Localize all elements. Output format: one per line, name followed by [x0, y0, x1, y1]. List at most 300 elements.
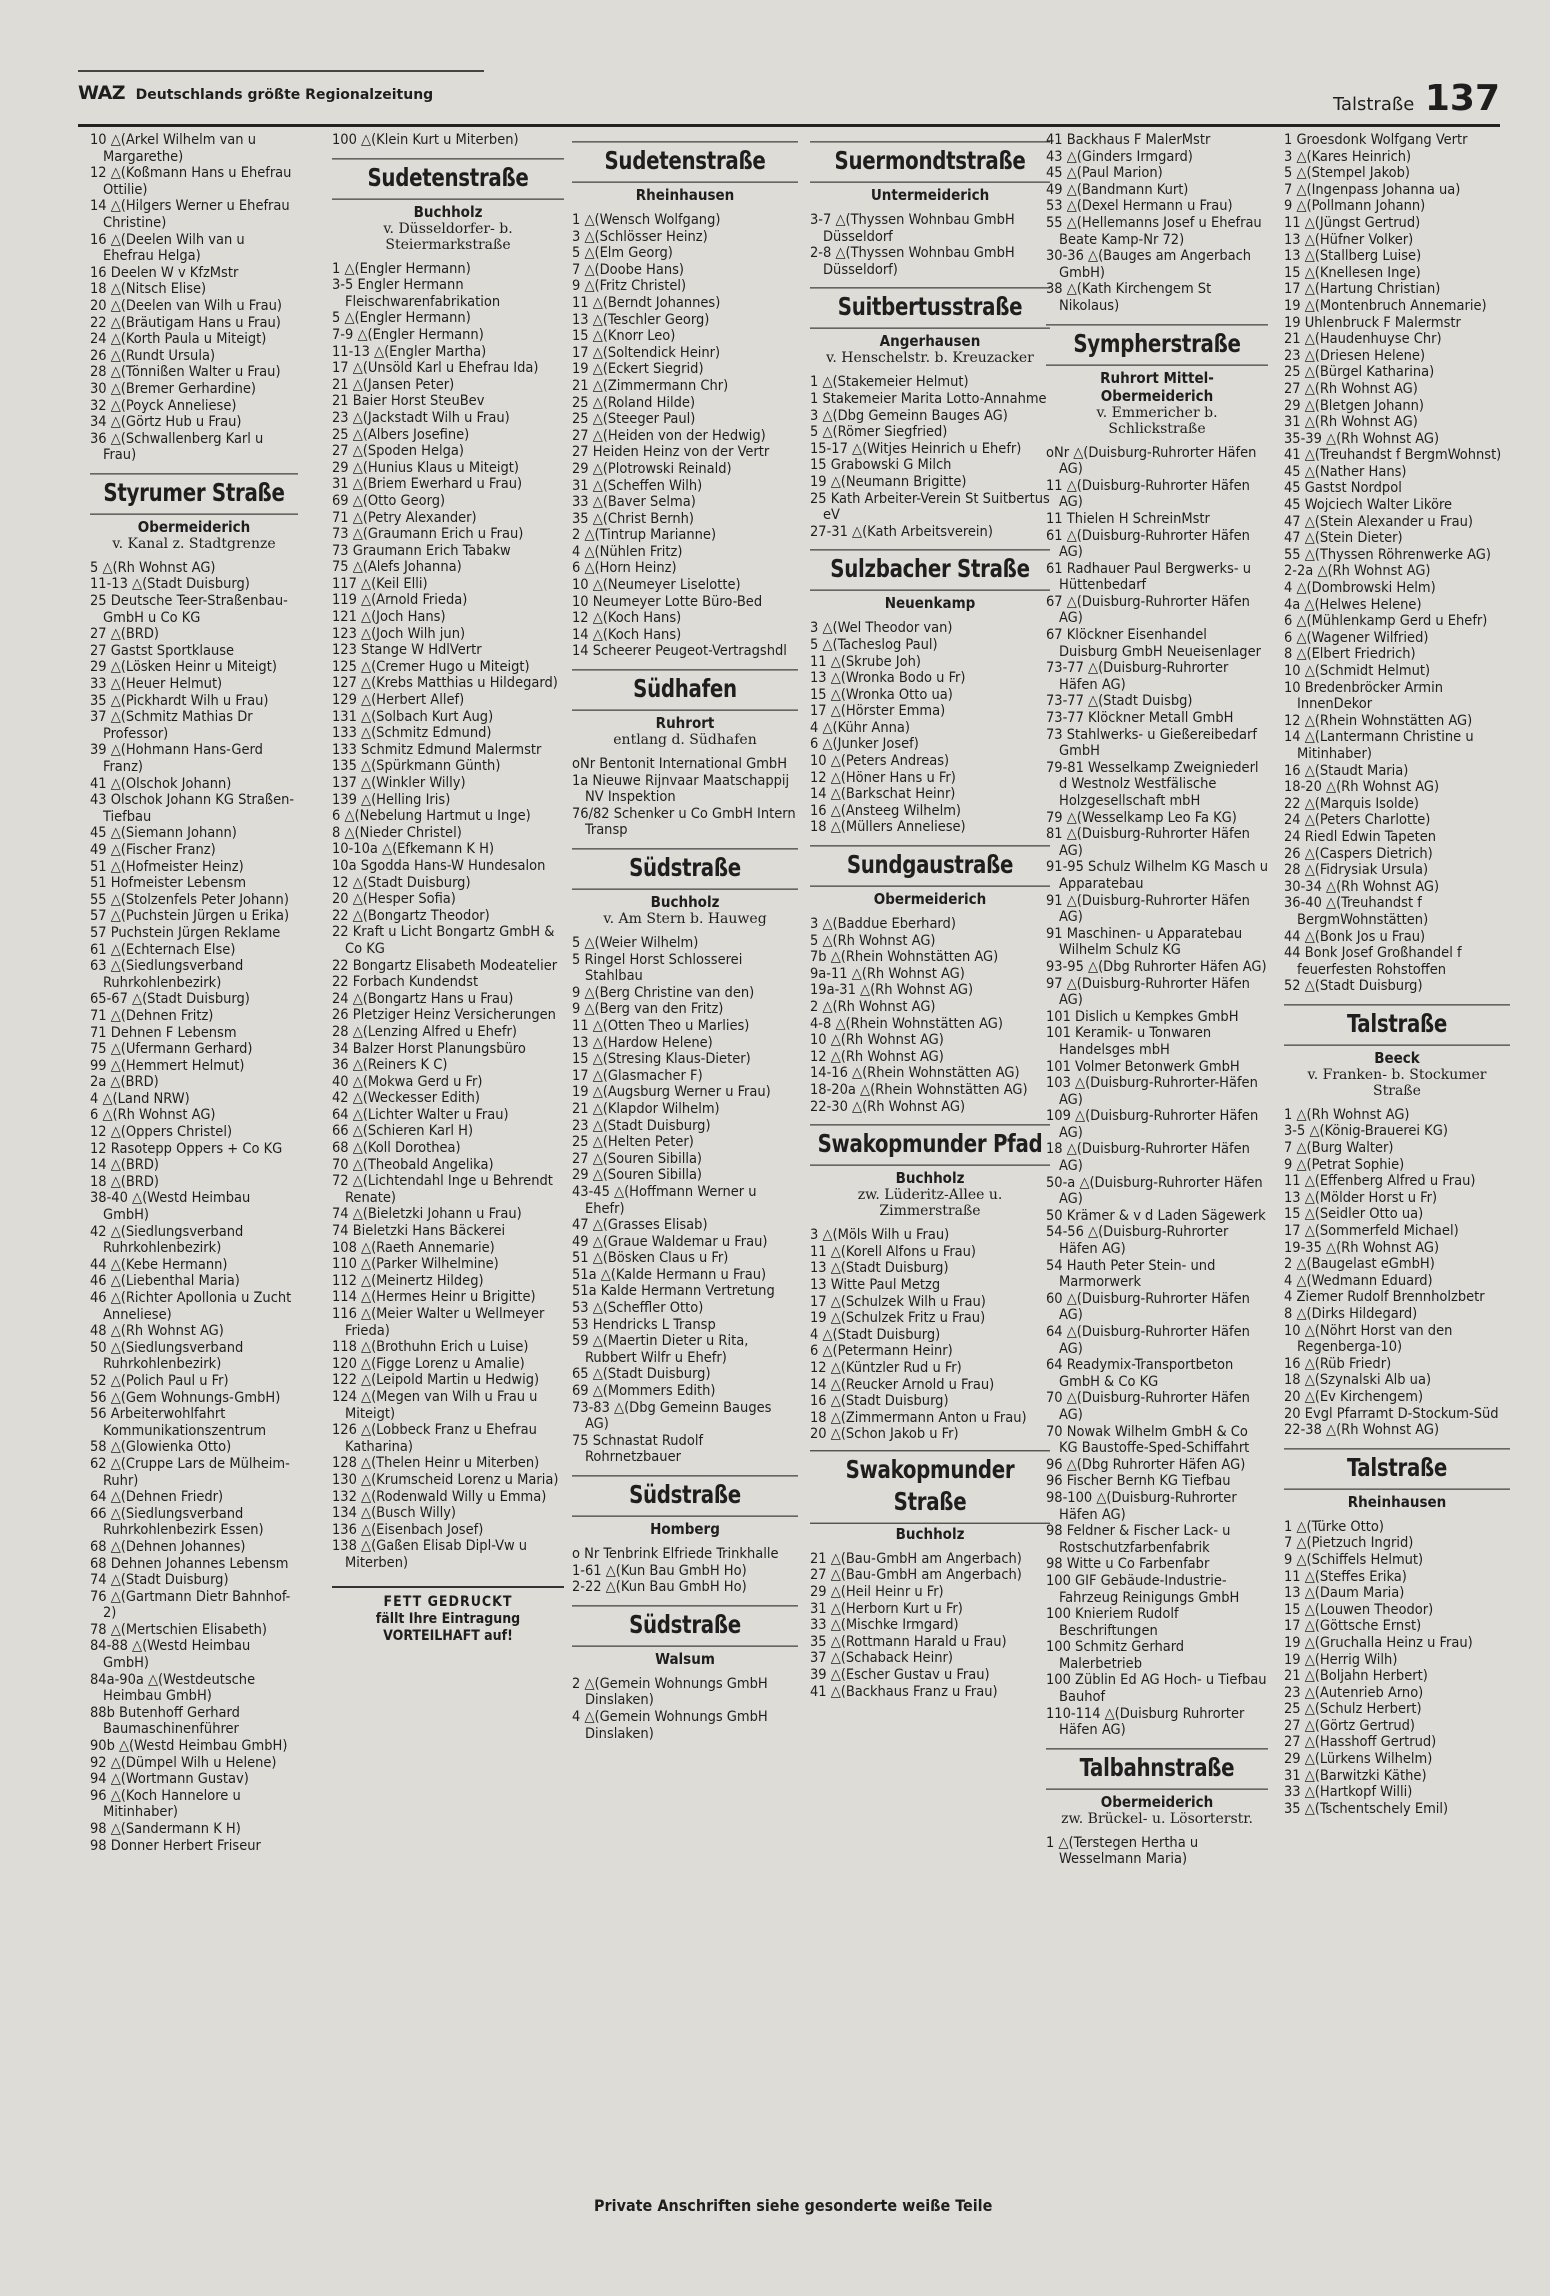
directory-entry: 20 △(Schon Jakob u Fr): [810, 1426, 959, 1443]
directory-entry: 75 Schnastat Rudolf Rohrnetzbauer: [572, 1432, 704, 1466]
directory-entry: 119 △(Arnold Frieda): [332, 592, 468, 609]
directory-entry: 54-56 △(Duisburg-Ruhrorter Häfen AG): [1046, 1224, 1229, 1258]
directory-entry: 17 △(Hörster Emma): [810, 703, 946, 720]
directory-entry: 88b Butenhoff Gerhard Baumaschinenführer: [90, 1704, 240, 1738]
directory-entry: o Nr Tenbrink Elfriede Trinkhalle: [572, 1546, 779, 1562]
page-number: 137: [1424, 78, 1500, 119]
directory-entry: 27-31 △(Kath Arbeitsverein): [810, 523, 993, 540]
directory-entry: 48 △(Rh Wohnst AG): [90, 1323, 224, 1340]
private-addresses-note: Private Anschriften siehe gesonderte weiße Teile: [594, 2196, 993, 2215]
directory-entry: 74 Bieletzki Hans Bäckerei: [332, 1223, 506, 1240]
directory-entry: 108 △(Raeth Annemarie): [332, 1239, 495, 1256]
directory-entry: 18 △(BRD): [90, 1173, 160, 1190]
directory-entry: 55 △(Stolzenfels Peter Johann): [90, 891, 289, 908]
directory-entry: 33 △(Hartkopf Willi): [1284, 1784, 1413, 1801]
directory-entry: 51 △(Hofmeister Heinz): [90, 858, 244, 875]
directory-entry: 126 △(Lobbeck Franz u Ehefrau Katharina): [332, 1422, 537, 1455]
district-label: Buchholz: [413, 202, 483, 221]
directory-entry: 12 △(Koch Hans): [572, 610, 682, 627]
directory-entry: 13 △(Hardow Helene): [572, 1034, 713, 1051]
directory-entry: 24 Riedl Edwin Tapeten: [1284, 828, 1437, 845]
directory-entry: 91 △(Duisburg-Ruhrorter Häfen AG): [1046, 892, 1250, 926]
directory-entry: 15-17 △(Witjes Heinrich u Ehefr): [810, 440, 1022, 457]
directory-entry: 129 △(Herbert Allef): [332, 692, 465, 709]
directory-entry: 14 △(Koch Hans): [572, 626, 682, 643]
street-block: [1284, 1451, 1510, 1511]
directory-entry: 21 △(Jansen Peter): [332, 376, 455, 393]
directory-entry: 74 △(Stadt Duisburg): [90, 1572, 229, 1589]
directory-entry: 73-77 Klöckner Metall GmbH: [1046, 710, 1234, 727]
directory-entry: 6 △(Horn Heinz): [572, 560, 677, 577]
directory-entry: 23 △(Driesen Helene): [1284, 347, 1426, 364]
directory-entry: 100 Züblin Ed AG Hoch- u Tiefbau Bauhof: [1046, 1672, 1267, 1706]
directory-entry: 51a Kalde Hermann Vertretung: [572, 1283, 775, 1300]
directory-entry: 5 Ringel Horst Schlosserei Stahlbau: [572, 951, 743, 985]
street-block: [572, 144, 798, 204]
directory-entry: 3 △(Baddue Eberhard): [810, 916, 956, 933]
street-heading: Talstraße: [1284, 1448, 1510, 1489]
directory-entry: 4 △(Kühr Anna): [810, 719, 910, 736]
directory-entry: 55 △(Hellemanns Josef u Ehefrau Beate Kamp-Nr 72): [1046, 214, 1262, 248]
directory-entry: 64 △(Duisburg-Ruhrorter Häfen AG): [1046, 1324, 1250, 1357]
directory-entry: 16 △(Rüb Friedr): [1284, 1355, 1392, 1372]
directory-entry: 36 △(Schwallenberg Karl u Frau): [90, 430, 264, 464]
directory-entry: 20 △(Hesper Sofia): [332, 891, 456, 908]
directory-entry: 76/82 Schenker u Co GmbH Intern Transp: [572, 805, 796, 839]
directory-entry: 49 △(Fischer Franz): [90, 841, 216, 858]
directory-entry: 31 △(Herborn Kurt u Fr): [810, 1600, 963, 1617]
directory-entry: 15 △(Seidler Otto ua): [1284, 1206, 1424, 1223]
directory-entry: 25 △(Bürgel Katharina): [1284, 364, 1435, 381]
directory-entry: 12 △(Küntzler Rud u Fr): [810, 1359, 962, 1376]
street-block: [810, 1127, 1050, 1219]
directory-entry: 14 △(Hilgers Werner u Ehefrau Christine): [90, 198, 290, 231]
directory-entry: 4 △(Stadt Duisburg): [810, 1326, 941, 1343]
entry-list: [572, 935, 798, 1466]
street-block: [90, 476, 298, 552]
directory-entry: 73 Stahlwerks- u Gießereibedarf GmbH: [1046, 726, 1257, 760]
directory-entry: 14-16 △(Rhein Wohnstätten AG): [810, 1065, 1020, 1082]
street-heading: Styrumer Straße: [90, 473, 298, 514]
directory-entry: 139 △(Helling Iris): [332, 791, 451, 808]
directory-entry: 13 △(Mölder Horst u Fr): [1284, 1189, 1438, 1206]
directory-entry: 9 △(Berg van den Fritz): [572, 1001, 724, 1018]
directory-entry: 124 △(Megen van Wilh u Frau u Miteigt): [332, 1388, 538, 1422]
entry-list: [1046, 445, 1268, 1739]
district-label: Buchholz: [895, 1169, 965, 1188]
street-heading: Talbahnstraße: [1046, 1748, 1268, 1789]
directory-entry: 132 △(Rodenwald Willy u Emma): [332, 1488, 547, 1505]
directory-entry: 16 △(Staudt Maria): [1284, 762, 1409, 779]
directory-entry: 114 △(Hermes Heinr u Brigitte): [332, 1289, 536, 1306]
directory-entry: 27 Gastst Sportklause: [90, 642, 235, 659]
street-heading: Swakopmunder Straße: [810, 1450, 1050, 1524]
directory-entry: 6 △(Mühlenkamp Gerd u Ehefr): [1284, 613, 1488, 630]
directory-entry: 44 △(Kebe Hermann): [90, 1256, 228, 1273]
directory-entry: 103 △(Duisburg-Ruhrorter-Häfen AG): [1046, 1075, 1258, 1108]
directory-entry: 42 △(Weckesser Edith): [332, 1090, 480, 1107]
entry-list: [572, 1676, 798, 1742]
district-label: Obermeiderich: [1100, 1792, 1214, 1811]
directory-entry: 18 △(Zimmermann Anton u Frau): [810, 1409, 1027, 1426]
street-heading: Südstraße: [572, 1605, 798, 1646]
directory-entry: 52 △(Stadt Duisburg): [1284, 978, 1423, 995]
directory-entry: 36-40 △(Treuhandst f BergmWohnstätten): [1284, 895, 1429, 928]
directory-entry: 37 △(Schmitz Mathias Dr Professor): [90, 709, 253, 742]
directory-entry: 31 △(Barwitzki Käthe): [1284, 1767, 1427, 1784]
directory-entry: 11 △(Duisburg-Ruhrorter Häfen AG): [1046, 477, 1250, 511]
masthead: [78, 70, 484, 104]
district-label: Ruhrort Mittel-Obermeiderich: [1100, 368, 1214, 405]
directory-entry: 12 Rasotepp Oppers + Co KG: [90, 1140, 283, 1157]
directory-entry: 61 △(Duisburg-Ruhrorter Häfen AG): [1046, 527, 1250, 561]
directory-entry: 73 △(Graumann Erich u Frau): [332, 526, 524, 543]
street-block: [572, 851, 798, 927]
street-block: [572, 1478, 798, 1538]
directory-entry: 96 △(Dbg Ruhrorter Häfen AG): [1046, 1456, 1246, 1473]
directory-entry: 21 △(Boljahn Herbert): [1284, 1668, 1428, 1685]
street-range-note: zw. Brückel- u. Lösorterstr.: [1061, 1810, 1253, 1827]
directory-entry: 56 Arbeiterwohlfahrt Kommunikationszentrum: [90, 1406, 267, 1439]
directory-entry: 4 △(Nühlen Fritz): [572, 543, 683, 560]
directory-entry: 98-100 △(Duisburg-Ruhrorter Häfen AG): [1046, 1489, 1237, 1523]
directory-entry: 78 △(Mertschien Elisabeth): [90, 1621, 267, 1638]
directory-entry: 34 △(Görtz Hub u Frau): [90, 414, 242, 431]
directory-entry: 31 △(Scheffen Wilh): [572, 477, 703, 494]
directory-entry: 22 △(Marquis Isolde): [1284, 795, 1419, 812]
directory-entry: 68 △(Dehnen Johannes): [90, 1538, 246, 1555]
street-heading: Sulzbacher Straße: [810, 550, 1050, 591]
directory-entry: 2 △(Baugelast eGmbH): [1284, 1256, 1435, 1273]
directory-entry: 15 Grabowski G Milch: [810, 457, 952, 474]
directory-entry: 136 △(Eisenbach Josef): [332, 1521, 484, 1538]
directory-entry: 22 △(Bongartz Theodor): [332, 907, 490, 924]
directory-entry: 22 Kraft u Licht Bongartz GmbH & Co KG: [332, 924, 555, 957]
directory-entry: 13 △(Stadt Duisburg): [810, 1260, 949, 1277]
directory-entry: 13 △(Daum Maria): [1284, 1585, 1405, 1602]
directory-entry: 22 △(Bräutigam Hans u Frau): [90, 314, 281, 331]
directory-entry: 18 △(Duisburg-Ruhrorter Häfen AG): [1046, 1141, 1250, 1175]
directory-entry: 1 △(Engler Hermann): [332, 260, 471, 277]
directory-entry: 27 △(BRD): [90, 626, 160, 643]
district-label: Rheinhausen: [635, 186, 735, 204]
directory-entry: 19 △(Gruchalla Heinz u Frau): [1284, 1634, 1473, 1651]
directory-entry: 30 △(Bremer Gerhardine): [90, 380, 257, 397]
directory-entry: 29 △(Souren Sibilla): [572, 1167, 703, 1184]
directory-entry: 39 △(Escher Gustav u Frau): [810, 1667, 990, 1684]
directory-entry: 45 Gastst Nordpol: [1284, 480, 1402, 497]
directory-entry: 17 △(Schulzek Wilh u Frau): [810, 1293, 986, 1310]
directory-entry: 29 △(Lösken Heinr u Miteigt): [90, 659, 277, 676]
directory-entry: 100 GIF Gebäude-Industrie-Fahrzeug Reinigungs GmbH: [1046, 1572, 1240, 1606]
directory-entry: 101 Volmer Betonwerk GmbH: [1046, 1058, 1240, 1075]
street-range-note: v. Henschelstr. b. Kreuzacker: [826, 350, 1034, 367]
directory-entry: 128 △(Thelen Heinr u Miterben): [332, 1455, 540, 1472]
directory-entry: 12 △(Rh Wohnst AG): [810, 1048, 944, 1065]
directory-entry: 11 △(Berndt Johannes): [572, 294, 721, 311]
directory-entry: 7 △(Burg Walter): [1284, 1140, 1394, 1157]
directory-entry: 29 △(Hunius Klaus u Miteigt): [332, 459, 519, 476]
directory-entry: 4 △(Wedmann Eduard): [1284, 1272, 1433, 1289]
directory-entry: 57 Puchstein Jürgen Reklame: [90, 924, 281, 941]
directory-entry: 24 △(Peters Charlotte): [1284, 812, 1431, 829]
directory-entry: 12 △(Höner Hans u Fr): [810, 769, 956, 786]
directory-entry: 15 △(Wronka Otto ua): [810, 686, 953, 703]
directory-entry: 53 △(Dexel Hermann u Frau): [1046, 198, 1233, 215]
directory-entry: 12 △(Rhein Wohnstätten AG): [1284, 712, 1473, 729]
directory-entry: 1 △(Stakemeier Helmut): [810, 374, 969, 391]
directory-entry: 36 △(Reiners K C): [332, 1057, 448, 1074]
directory-entry: 81 △(Duisburg-Ruhrorter Häfen AG): [1046, 826, 1250, 859]
directory-entry: 13 △(Teschler Georg): [572, 311, 710, 328]
directory-entry: 33 △(Mischke Irmgard): [810, 1617, 959, 1634]
directory-entry: 15 △(Stresing Klaus-Dieter): [572, 1051, 751, 1068]
directory-entry: 1 Stakemeier Marita Lotto-Annahme: [810, 390, 1047, 407]
directory-entry: 17 △(Göttsche Ernst): [1284, 1618, 1422, 1635]
directory-entry: 1 △(Wensch Wolfgang): [572, 212, 721, 228]
directory-entry: 63 △(Siedlungsverband Ruhrkohlenbezirk): [90, 958, 244, 991]
directory-entry: 18 △(Müllers Anneliese): [810, 819, 966, 836]
notice-text: fällt Ihre Eintragung VORTEILHAFT auf!: [375, 1610, 521, 1644]
directory-entry: 20 △(Deelen van Wilh u Frau): [90, 297, 282, 314]
directory-entry: 13 △(Wronka Bodo u Fr): [810, 670, 966, 687]
directory-entry: 44 △(Bonk Jos u Frau): [1284, 928, 1426, 945]
directory-entry: 1-61 △(Kun Bau GmbH Ho): [572, 1562, 747, 1579]
directory-entry: 26 Pletziger Heinz Versicherungen: [332, 1007, 556, 1024]
directory-entry: 11 Thielen H SchreinMstr: [1046, 510, 1210, 527]
directory-entry: 4-8 △(Rhein Wohnstätten AG): [810, 1015, 1003, 1032]
directory-entry: 1 △(Türke Otto): [1284, 1518, 1384, 1535]
directory-entry: 22-30 △(Rh Wohnst AG): [810, 1098, 966, 1115]
directory-entry: 25 △(Helten Peter): [572, 1134, 694, 1151]
directory-entry: 27 △(Heiden von der Hedwig): [572, 427, 766, 444]
street-range-note: v. Düsseldorfer- b. Steiermarkstraße: [383, 220, 513, 253]
directory-entry: 35 △(Christ Bernh): [572, 510, 694, 527]
directory-entry: 61 △(Echternach Else): [90, 941, 236, 958]
directory-entry: 16 Deelen W v KfzMstr: [90, 264, 239, 281]
directory-entry: 24 △(Korth Paula u Miteigt): [90, 331, 267, 348]
street-block: [1284, 1007, 1510, 1099]
directory-entry: 1a Nieuwe Rijnvaar Maatschappij NV Inspektion: [572, 772, 790, 806]
directory-entry: 70 △(Duisburg-Ruhrorter Häfen AG): [1046, 1390, 1250, 1423]
directory-entry: 25 Kath Arbeiter-Verein St Suitbertus eV: [810, 490, 1050, 524]
directory-entry: 9 △(Fritz Christel): [572, 278, 687, 295]
directory-entry: 10 Bredenbröcker Armin InnenDekor: [1284, 679, 1444, 713]
entry-list: [572, 1546, 798, 1596]
directory-entry: 100 Schmitz Gerhard Malerbetrieb: [1046, 1639, 1185, 1672]
entry-list: [810, 916, 1050, 1115]
directory-entry: 28 △(Fidrysiak Ursula): [1284, 862, 1429, 879]
directory-entry: 8 △(Dirks Hildegard): [1284, 1306, 1418, 1322]
directory-entry: 79-81 Wesselkamp Zweigniederl d Westnolz Westfälische Holzgesellschaft mbH: [1046, 759, 1259, 809]
directory-entry: 19 △(Herrig Wilh): [1284, 1651, 1398, 1668]
directory-entry: 29 △(Lürkens Wilhelm): [1284, 1751, 1433, 1768]
directory-entry: 28 △(Tönnißen Walter u Frau): [90, 364, 281, 381]
directory-entry: 5 △(Weier Wilhelm): [572, 935, 699, 951]
directory-entry: 4 Ziemer Rudolf Brennholzbetr: [1284, 1289, 1485, 1306]
directory-entry: 96 △(Koch Hannelore u Mitinhaber): [90, 1787, 241, 1821]
directory-entry: 112 △(Meinertz Hildeg): [332, 1272, 484, 1289]
directory-entry: 40 △(Mokwa Gerd u Fr): [332, 1073, 483, 1090]
directory-entry: 19-35 △(Rh Wohnst AG): [1284, 1239, 1440, 1256]
directory-entry: 29 △(Bletgen Johann): [1284, 397, 1425, 414]
street-heading: Suitbertusstraße: [810, 288, 1050, 329]
directory-entry: 21 △(Bau-GmbH am Angerbach): [810, 1550, 1022, 1567]
directory-entry: 2 △(Gemein Wohnungs GmbH Dinslaken): [572, 1675, 768, 1709]
street-heading: Sympherstraße: [1046, 324, 1268, 365]
directory-entry: 27 △(Spoden Helga): [332, 443, 464, 460]
directory-entry: 5 △(Elm Georg): [572, 245, 673, 262]
directory-entry: 23 △(Autenrieb Arno): [1284, 1684, 1424, 1701]
directory-entry: 14 △(BRD): [90, 1157, 160, 1174]
directory-entry: 31 △(Rh Wohnst AG): [1284, 414, 1418, 431]
street-block: [332, 161, 564, 253]
directory-entry: 27 △(Souren Sibilla): [572, 1150, 703, 1167]
directory-entry: 50-a △(Duisburg-Ruhrorter Häfen AG): [1046, 1174, 1263, 1208]
directory-entry: 98 Witte u Co Farbenfabr: [1046, 1556, 1210, 1573]
directory-entry: 11-13 △(Engler Martha): [332, 343, 487, 360]
directory-entry: 9 △(Petrat Sophie): [1284, 1156, 1405, 1173]
directory-entry: 73-83 △(Dbg Gemeinn Bauges AG): [572, 1399, 772, 1433]
directory-entry: 27 △(Hasshoff Gertrud): [1284, 1734, 1437, 1751]
directory-entry: 5 △(Tacheslog Paul): [810, 636, 938, 653]
directory-entry: 69 △(Otto Georg): [332, 492, 446, 509]
entry-list: [1284, 1519, 1510, 1818]
directory-entry: 66 △(Siedlungsverband Ruhrkohlenbezirk Essen): [90, 1505, 264, 1539]
directory-entry: 6 △(Junker Josef): [810, 736, 919, 753]
directory-entry: 123 Stange W HdlVertr: [332, 642, 482, 659]
directory-entry: 97 △(Duisburg-Ruhrorter Häfen AG): [1046, 975, 1250, 1009]
district-label: Rheinhausen: [1347, 1492, 1447, 1511]
directory-entry: 10 △(Schmidt Helmut): [1284, 663, 1431, 679]
directory-entry: 110 △(Parker Wilhelmine): [332, 1256, 499, 1273]
district-label: Walsum: [655, 1649, 715, 1668]
directory-entry: 18 △(Nitsch Elise): [90, 281, 207, 298]
directory-entry: 131 △(Solbach Kurt Aug): [332, 708, 494, 725]
directory-entry: 84a-90a △(Westdeutsche Heimbau GmbH): [90, 1671, 256, 1705]
directory-entry: 13 Witte Paul Metzg: [810, 1276, 941, 1293]
directory-entry: 6 △(Wagener Wilfried): [1284, 629, 1429, 646]
directory-entry: 84-88 △(Westd Heimbau GmbH): [90, 1638, 251, 1672]
directory-entry: 26 △(Caspers Dietrich): [1284, 845, 1433, 862]
directory-entry: 117 △(Keil Elli): [332, 575, 428, 592]
directory-entry: 27 △(Bau-GmbH am Angerbach): [810, 1567, 1022, 1584]
directory-entry: 12 △(Stadt Duisburg): [332, 874, 471, 891]
directory-entry: oNr Bentonit International GmbH: [572, 756, 788, 773]
directory-entry: 71 △(Petry Alexander): [332, 509, 477, 526]
directory-entry: 13 △(Hüfner Volker): [1284, 231, 1414, 248]
directory-entry: 12 △(Koßmann Hans u Ehefrau Ottilie): [90, 165, 292, 198]
entry-list: [810, 620, 1050, 836]
directory-entry: 17 △(Glasmacher F): [572, 1067, 703, 1084]
directory-entry: 61 Radhauer Paul Bergwerks- u Hüttenbedarf: [1046, 560, 1251, 594]
street-block: [572, 672, 798, 748]
directory-entry: 30-34 △(Rh Wohnst AG): [1284, 878, 1440, 895]
directory-entry: 10 Neumeyer Lotte Büro-Bed: [572, 593, 763, 610]
directory-entry: 127 △(Krebs Matthias u Hildegard): [332, 675, 558, 692]
entry-list: [572, 756, 798, 839]
directory-entry: 41 △(Backhaus Franz u Frau): [810, 1683, 998, 1700]
directory-entry: 33 △(Baver Selma): [572, 494, 696, 511]
directory-entry: 45 △(Nather Hans): [1284, 463, 1407, 480]
directory-entry: 100 △(Klein Kurt u Miterben): [332, 132, 519, 148]
directory-entry: 18-20 △(Rh Wohnst AG): [1284, 779, 1440, 796]
directory-entry: 4 △(Dombrowski Helm): [1284, 580, 1436, 597]
page-header-right: [1333, 78, 1500, 119]
directory-entry: 110-114 △(Duisburg Ruhrorter Häfen AG): [1046, 1705, 1245, 1739]
directory-entry: 101 Keramik- u Tonwaren Handelsges mbH: [1046, 1025, 1212, 1058]
directory-entry: 7 △(Ingenpass Johanna ua): [1284, 181, 1461, 198]
column-3: [572, 132, 798, 1742]
directory-entry: 25 △(Roland Hilde): [572, 394, 696, 411]
directory-entry: 53 △(Scheffler Otto): [572, 1300, 704, 1317]
street-block: [810, 290, 1050, 366]
directory-entry: 75 △(Ufermann Gerhard): [90, 1041, 253, 1058]
directory-entry: 68 △(Koll Dorothea): [332, 1140, 461, 1157]
directory-entry: 47 △(Grasses Elisab): [572, 1217, 708, 1234]
newspaper-tagline: Deutschlands größte Regionalzeitung: [135, 87, 434, 103]
directory-entry: 66 △(Schieren Karl H): [332, 1123, 474, 1140]
street-block: [572, 1608, 798, 1668]
street-heading: Südstraße: [572, 1475, 798, 1516]
directory-entry: 31 △(Briem Ewerhard u Frau): [332, 476, 523, 493]
directory-entry: 3 △(Wel Theodor van): [810, 620, 953, 637]
column-6: [1284, 132, 1510, 1817]
directory-entry: 56 △(Gem Wohnungs-GmbH): [90, 1389, 281, 1406]
directory-entry: 14 △(Lantermann Christine u Mitinhaber): [1284, 729, 1474, 762]
directory-entry: 4 △(Gemein Wohnungs GmbH Dinslaken): [572, 1708, 768, 1742]
directory-entry: 19 △(Neumann Brigitte): [810, 473, 967, 490]
newspaper-logo: WAZ: [78, 82, 126, 104]
directory-entry: 43-45 △(Hoffmann Werner u Ehefr): [572, 1183, 757, 1217]
entry-list: [90, 132, 298, 464]
directory-entry: 2a △(BRD): [90, 1074, 159, 1091]
directory-entry: 11 △(Korell Alfons u Frau): [810, 1243, 977, 1260]
directory-entry: 44 Bonk Josef Großhandel f feuerfesten Rohstoffen: [1284, 945, 1462, 978]
directory-entry: 32 △(Poyck Anneliese): [90, 397, 237, 414]
directory-entry: 41 Backhaus F MalerMstr: [1046, 132, 1211, 148]
directory-entry: 27 Heiden Heinz von der Vertr: [572, 444, 770, 461]
directory-entry: 19 △(Montenbruch Annemarie): [1284, 297, 1487, 314]
directory-entry: 21 △(Klapdor Wilhelm): [572, 1100, 720, 1117]
directory-entry: 62 △(Cruppe Lars de Mülheim-Ruhr): [90, 1455, 290, 1489]
directory-entry: 137 △(Winkler Willy): [332, 775, 466, 791]
directory-entry: 65 △(Stadt Duisburg): [572, 1366, 711, 1383]
entry-list: [1284, 132, 1510, 995]
directory-entry: 58 △(Glowienka Otto): [90, 1439, 232, 1456]
directory-entry: 7 △(Pietzuch Ingrid): [1284, 1535, 1414, 1552]
directory-entry: 7 △(Doobe Hans): [572, 261, 684, 278]
directory-entry: 17 △(Sommerfeld Michael): [1284, 1223, 1459, 1240]
district-label: Homberg: [650, 1520, 720, 1538]
directory-entry: 42 △(Siedlungsverband Ruhrkohlenbezirk): [90, 1223, 244, 1257]
directory-entry: 19 △(Schulzek Fritz u Frau): [810, 1310, 986, 1327]
directory-entry: 2-8 △(Thyssen Wohnbau GmbH Düsseldorf): [810, 245, 1015, 278]
notice-headline: FETT GEDRUCKT: [332, 1586, 564, 1611]
street-block: [810, 1455, 1050, 1543]
district-label: Untermeiderich: [870, 186, 990, 204]
directory-entry: 55 △(Thyssen Röhrenwerke AG): [1284, 546, 1491, 563]
directory-entry: 3-5 △(König-Brauerei KG): [1284, 1123, 1448, 1140]
directory-entry: 4 △(Land NRW): [90, 1090, 190, 1107]
directory-entry: 64 △(Lichter Walter u Frau): [332, 1106, 509, 1123]
street-heading: Sudetenstraße: [332, 158, 564, 199]
directory-entry: 27 △(Görtz Gertrud): [1284, 1717, 1416, 1734]
directory-entry: 70 Nowak Wilhelm GmbH & Co KG Baustoffe-Sped-Schiffahrt: [1046, 1423, 1250, 1457]
directory-entry: 14 Scheerer Peugeot-Vertragshdl: [572, 643, 787, 660]
running-head-street: Talstraße: [1332, 94, 1415, 115]
street-range-note: v. Emmericher b. Schlickstraße: [1096, 404, 1218, 437]
